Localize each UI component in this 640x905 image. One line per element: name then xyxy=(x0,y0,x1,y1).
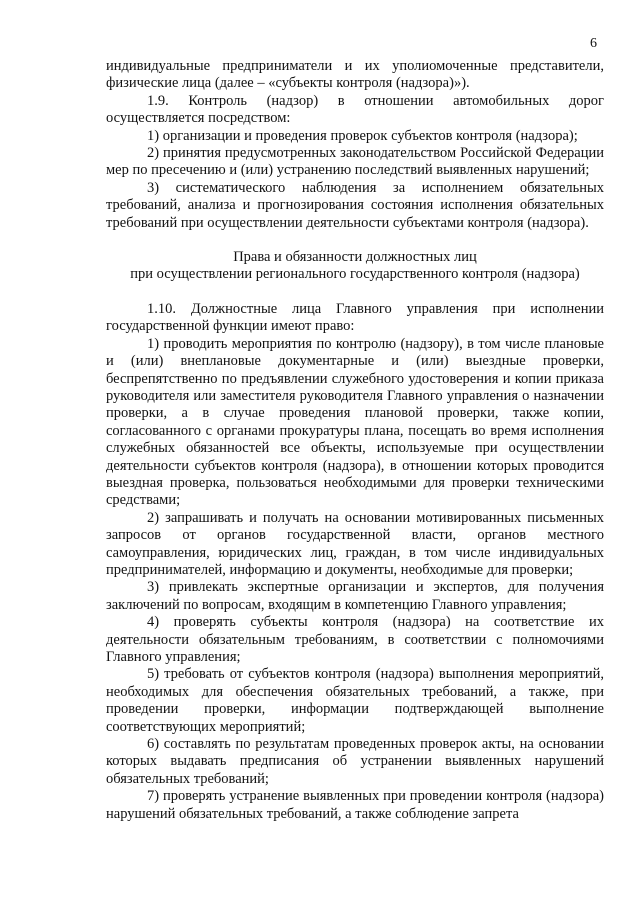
paragraph: 3) привлекать экспертные организации и экспертов, для получения заключений по вопросам, входящим в компетенцию Главного управления; xyxy=(106,579,604,613)
section-heading-line-2: при осуществлении регионального государственного контроля (надзора) xyxy=(130,266,580,283)
section-heading-line-1: Права и обязанности должностных лиц xyxy=(233,249,477,266)
paragraph: 7) проверять устранение выявленных при проведении контроля (надзора) нарушений обязательных требований, а также соблюдение запрета xyxy=(106,788,604,822)
paragraph: 6) составлять по результатам проведенных проверок акты, на основании которых выдавать предписания об устранении выявленных нарушений обязательных требований; xyxy=(106,736,604,787)
paragraph: 5) требовать от субъектов контроля (надзора) выполнения мероприятий, необходимых для обеспечения обязательных требований, а также, при проведении проверки, информации подтверждающей выполнение соответствующих мероприятий; xyxy=(106,666,604,735)
paragraphs-after-heading xyxy=(106,301,604,823)
page-number: 6 xyxy=(590,36,597,51)
paragraph: индивидуальные предприниматели и их уполиомоченные представители, физические лица (далее – «субъекты контроля (надзора)»). xyxy=(106,58,604,92)
paragraph: 4) проверять субъекты контроля (надзора) на соответствие их деятельности обязательным требованиям, в соответствии с полномочиями Главного управления; xyxy=(106,614,604,665)
paragraph: 1) проводить мероприятия по контролю (надзору), в том числе плановые и (или) внеплановые документарные и (или) выездные проверки, беспрепятственно по предъявлении служебного удостоверения и копии приказа руководителя или заместителя руководителя Главного управления о назначении проверки, а в случае проведения плановой проверки, также копии, согласованного с органами прокуратуры плана, посещать во время исполнения служебных обязанностей все объекты, используемые при осуществлении деятельности субъектов контроля (надзора), в отношении которых проводится выездная проверка, пользоваться необходимыми для проверки техническими средствами; xyxy=(106,335,604,509)
document-body xyxy=(106,58,604,823)
paragraph: 2) запрашивать и получать на основании мотивированных письменных запросов от органов государственной власти, органов местного самоуправления, юридических лиц, граждан, в том числе индивидуальных предпринимателей, информацию и документы, необходимые для проверки; xyxy=(106,509,604,578)
paragraph: 1.9. Контроль (надзор) в отношении автомобильных дорог осуществляется посредством: xyxy=(106,92,604,127)
paragraph: 1) организации и проведения проверок субъектов контроля (надзора); xyxy=(147,127,578,144)
paragraphs-before-heading xyxy=(106,58,604,232)
paragraph: 2) принятия предусмотренных законодательством Российской Федерации мер по пресечению и (или) устранению последствий выявленных нарушений; xyxy=(106,145,604,179)
paragraph: 1.10. Должностные лица Главного управления при исполнении государственной функции имеют право: xyxy=(106,300,604,335)
section-heading xyxy=(106,249,604,284)
paragraph: 3) систематического наблюдения за исполнением обязательных требований, анализа и прогнозирования состояния исполнения обязательных требований при осуществлении деятельности субъектами контроля (надзора). xyxy=(106,179,604,231)
